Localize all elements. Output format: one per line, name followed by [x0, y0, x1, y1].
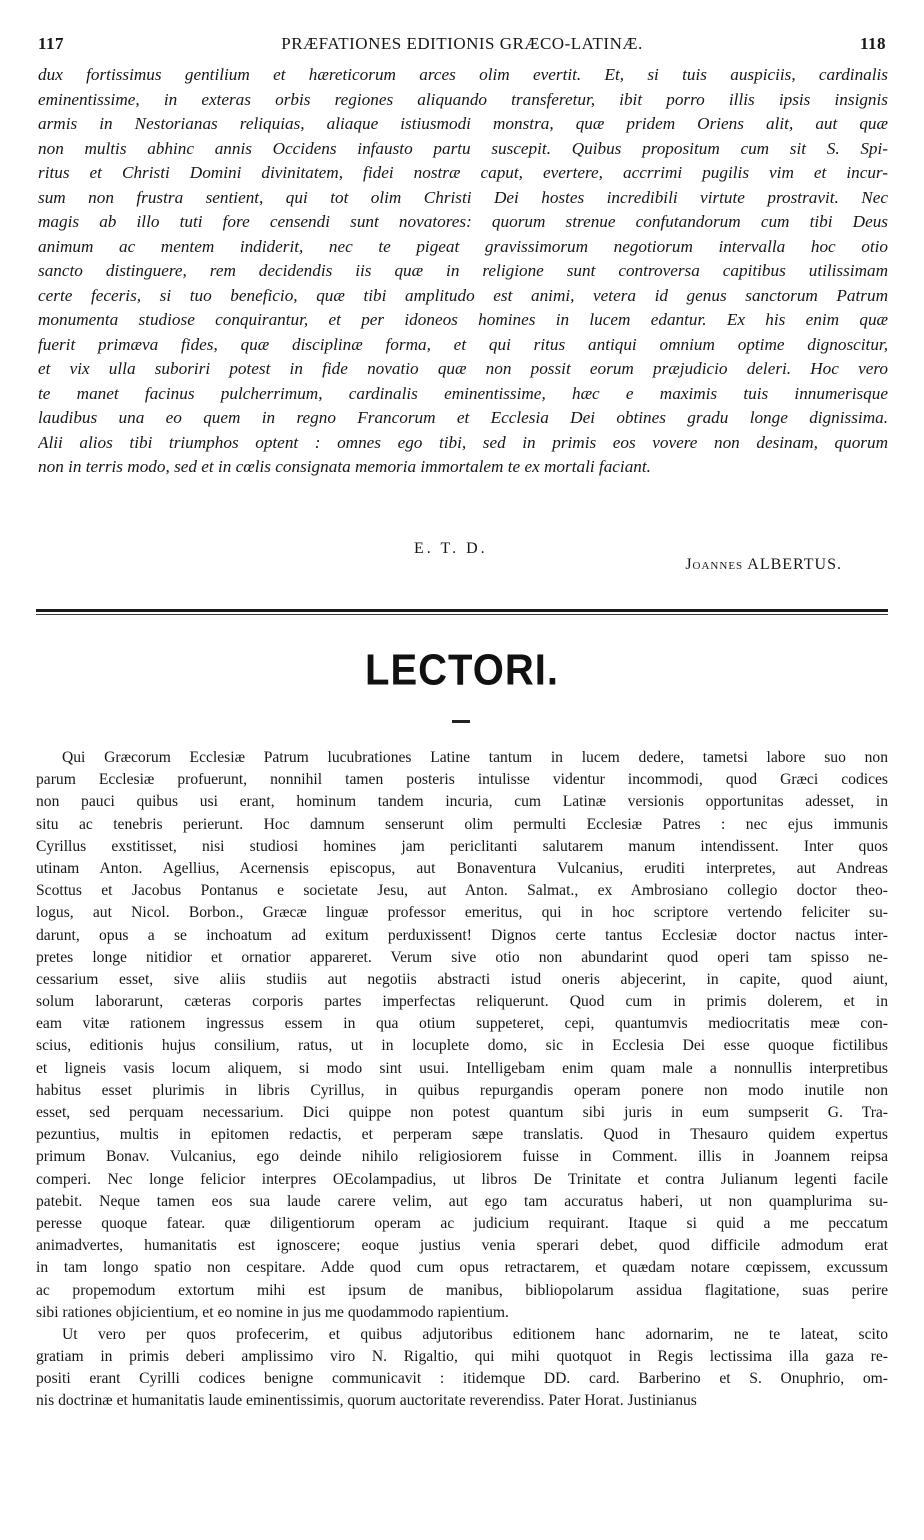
- running-title: PRÆFATIONES EDITIONIS GRÆCO-LATINÆ.: [281, 34, 643, 53]
- text-line: armis in Nestorianas reliquias, aliaque istiusmodi monstra, quæ pridem Oriens alit, aut quæ: [38, 114, 888, 133]
- section-rule-thick: [36, 609, 888, 612]
- text-line: patebit. Neque tamen eos sua laude carere velim, aut ego tam accuratus haberi, ut non quamplurima su-: [36, 1192, 888, 1210]
- text-line: ac propemodum extortum mihi est ipsum de manibus, bibliopolarum assidua flagitatione, suas perire: [36, 1281, 888, 1299]
- text-line: primum Bonav. Vulcanius, ego deinde nihilo religiosiorem fuisse in Comment. illis in Joannem reipsa: [36, 1148, 888, 1166]
- section-rule-thin: [36, 614, 888, 615]
- text-line: Qui Græcorum Ecclesiæ Patrum lucubrationes Latine tantum in lucem dedere, tametsi labore suo non: [62, 749, 888, 766]
- signature-initials: E. T. D.: [414, 540, 488, 557]
- text-line: parum Ecclesiæ profuerunt, nonnihil tamen posteris intulisse videntur incommodi, quod Græci codices: [36, 771, 888, 789]
- text-line: in tam longo spatio non cespitare. Adde quod cum opus retractarem, et quædam notare cœpissem, excussum: [36, 1259, 888, 1277]
- text-line: nis doctrinæ et humanitatis laude eminentissimis, quorum auctoritate reverendiss. Pater Horat. Justinianus: [36, 1392, 697, 1410]
- running-head: [38, 34, 886, 58]
- text-line: positi erant Cyrilli codices benigne communicavit : itidemque DD. card. Barberino et S. Onuphrio, om-: [36, 1370, 888, 1388]
- text-line: cessarium esset, sive aliis studiis aut negotiis abstracti istud oneris abjecerint, in capite, quod aiunt,: [36, 970, 888, 988]
- text-line: non multis abhinc annis Occidens infausto partu suscepit. Quibus propositum cum sit S. Spi-: [38, 138, 888, 158]
- text-line: esset, sed perquam necessarium. Dici quippe non potest quantum sibi juris in eum sumpserit G. Tra-: [36, 1104, 888, 1121]
- text-line: Alii alios tibi triumphos optent : omnes ego tibi, sed in primis eos vovere non desinam, quorum: [38, 432, 888, 452]
- text-line: animadvertes, humanitatis est ignoscere; eoque justius venia sperari debet, quod difficile admodum erat: [36, 1237, 888, 1255]
- text-line: non pauci quibus usi erant, hominum tandem incuria, cum Latinæ versionis opportunitas adesset, in: [36, 793, 888, 811]
- signature-name: [685, 556, 842, 574]
- text-line: utinam Anton. Agellius, Acernensis episcopus, aut Bonaventura Vulcanius, eruditi interpretes, aut Andreas: [36, 859, 888, 877]
- text-line: situ ac tenebris perierunt. Hoc damnum senserunt olim permulti Ecclesiæ Patres : nec ejus immunis: [36, 815, 888, 833]
- text-line: pezuntius, multis in epitomen redactis, et perperam sæpe translatis. Quod in Thesauro quidem expertus: [36, 1126, 888, 1144]
- text-line: gratiam in primis deberi amplissimo viro N. Rigaltio, qui mihi quotquot in Regis lectissima illa gaza re-: [36, 1348, 888, 1366]
- text-line: darunt, opus a se inchoatum ad exitum perduxissent! Dignos certe tantus Ecclesiæ doctor nactus inter-: [36, 926, 888, 944]
- text-line: eminentissime, in exteras orbis regiones aliquando transferetur, ibit porro illis ipsis insignis: [38, 89, 888, 109]
- text-line: et ligneis vasis locum aliquem, si modo sint usui. Intelligebam enim quam male a nonnullis interpretibus: [36, 1059, 888, 1077]
- text-line: non in terris modo, sed et in cœlis consignata memoria immortalem te ex mortali faciant.: [38, 457, 651, 476]
- text-line: monumenta studiose conquirantur, et per idoneos homines in lucem edantur. Ex his enim quæ: [38, 310, 888, 329]
- text-line: sancto distinguere, rem decidendis iis quæ in religione sunt controversa capitibus utilissimam: [38, 261, 888, 280]
- text-line: fuerit primæva fides, quæ disciplinæ forma, et qui ritus antiqui omnium optime dignoscitur,: [38, 334, 888, 354]
- text-line: comperi. Nec longe felicior interpres OEcolampadius, ut libros De Trinitate et contra Julianum legenti facile: [36, 1170, 888, 1188]
- text-line: peresse quoque fatear. quæ diligentiorum operam ac judicium requirant. Itaque si quid a me peccatum: [36, 1214, 888, 1232]
- text-line: et vix ulla suboriri potest in fide novatio quæ non possit eorum præjudicio deleri. Hoc vero: [38, 359, 888, 378]
- text-line: scius, editionis hujus consilium, ratus, ut in locuplete domo, sic in Ecclesia Dei esse quoque fictilibus: [36, 1037, 888, 1055]
- signature-last-name: ALBERTUS.: [747, 556, 842, 573]
- text-line: habitus esset plurimis in libris Cyrillus, in quibus repurgandis operam ponere non modo inutile non: [36, 1081, 888, 1099]
- text-line: certe feceris, si tuo beneficio, quæ tibi amplitudo est animi, vetera id genus sanctorum Patrum: [38, 285, 888, 305]
- text-line: ritus et Christi Domini divinitatem, fidei nostræ caput, evertere, accrrimi pugilis vim et incur-: [38, 163, 888, 182]
- page-number-right: 118: [859, 34, 886, 53]
- text-line: pretes longe nitidior et ornatior appareret. Verum sive otio non abundarint quod operi tam spisso ne-: [36, 948, 888, 966]
- text-line: laudibus una eo quem in regno Francorum et Ecclesia Dei obtines gradu longe dignissima.: [38, 408, 888, 427]
- title-dash: [452, 720, 470, 723]
- text-line: Ut vero per quos profecerim, et quibus adjutoribus editionem hanc adornarim, ne te lateat, scito: [62, 1325, 888, 1343]
- text-line: eam vitæ rationem ingressus essem in qua otium suppeteret, cepi, quantumvis mediocritatis meæ con-: [36, 1015, 888, 1033]
- preface-body-text: [36, 747, 888, 1413]
- text-line: animum ac mentem indiderit, nec te pigeat gravissimorum negotiorum intervalla hoc otio: [38, 236, 888, 256]
- text-line: sibi rationes objicientium, et eo nomine in jus me quodammodo rapientium.: [36, 1303, 509, 1321]
- text-line: sum non frustra sentient, qui tot olim Christi Dei hostes incredibili virtute prostravit. Nec: [38, 187, 888, 207]
- dedication-text: [38, 63, 888, 480]
- text-line: Cyrillus exstitisset, nisi studiosi homines jam periclitanti salutarem manum intendissent. Inter quos: [36, 837, 888, 855]
- text-line: Scottus et Jacobus Pontanus e societate Jesu, aut Anton. Salmat., ex Ambrosiano collegio doctor theo-: [36, 882, 888, 900]
- page-number-left: 117: [38, 34, 65, 53]
- section-title: LECTORI.: [365, 645, 559, 695]
- text-line: te manet facinus pulcherrimum, cardinalis eminentissime, hæc e maximis tuis innumerisque: [38, 383, 888, 403]
- signature-first-name: Joannes: [685, 556, 744, 573]
- text-line: magis ab illo tuti fore censendi sunt novatores: quorum strenue confutandorum cum tibi Deus: [38, 212, 888, 231]
- text-line: dux fortissimus gentilium et hæreticorum arces olim evertit. Et, si tuis auspiciis, cardinalis: [38, 65, 888, 84]
- text-line: logus, aut Nicol. Borbon., Græcæ linguæ professor emeritus, qui in hoc scriptore vertendo feliciter su-: [36, 904, 888, 922]
- text-line: solum laborarunt, cæteras corporis partes imperfectas reliquerunt. Quod cum in primis dolerem, et in: [36, 993, 888, 1011]
